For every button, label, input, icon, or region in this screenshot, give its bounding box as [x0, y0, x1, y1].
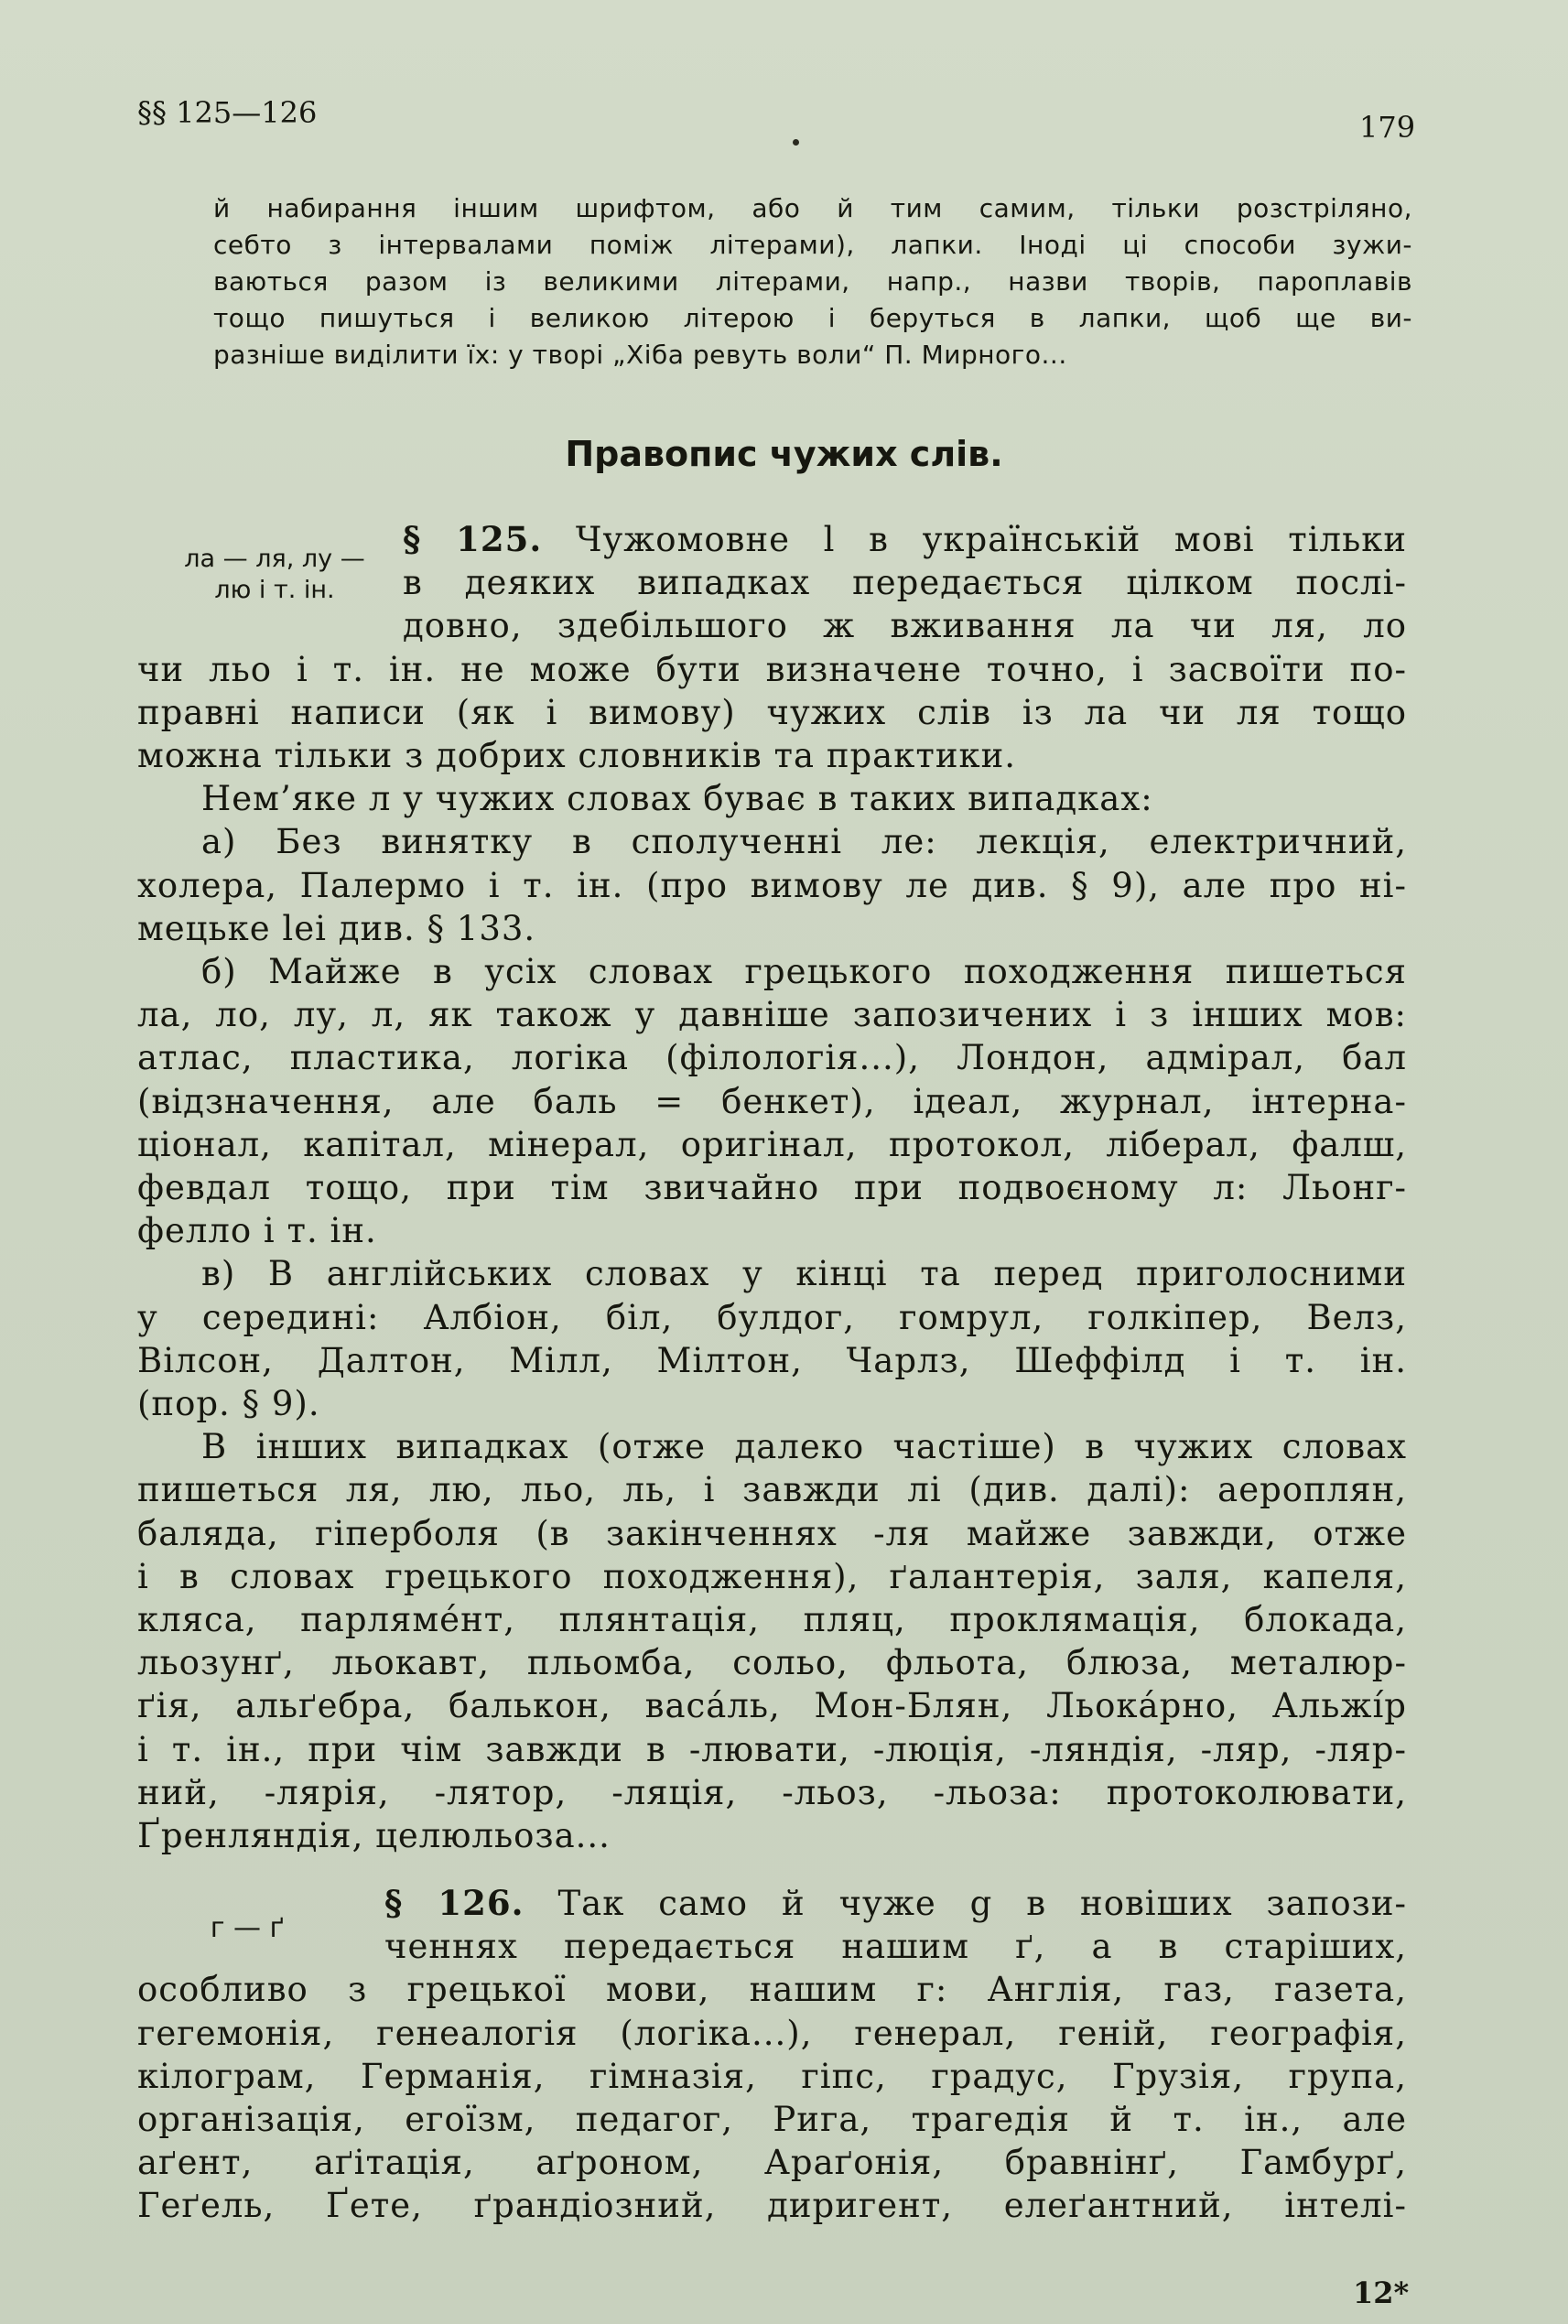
text-line: Нем’яке л у чужих словах буває в таких випадках: — [201, 779, 1153, 819]
ink-dot — [793, 139, 799, 146]
text-line — [403, 518, 1407, 561]
text-line: кілограм, Германія, гімназія, гіпс, градус, Грузія, група, — [137, 2056, 1407, 2096]
text-line: февдал тощо, при тім звичайно при подвоєному л: Льонг- — [137, 1168, 1407, 1208]
text-line: правні написи (як і вимову) чужих слів із ла чи ля тощо — [137, 692, 1407, 732]
text-line: ваються разом із великими літерами, напр., назви творів, пароплавів — [213, 266, 1412, 297]
text-line: а) Без винятку в сполученні ле: лекція, електричний, — [201, 822, 1407, 862]
text-line: ла, ло, лу, л, як також у давніше запозичених і з інших мов: — [137, 995, 1407, 1035]
intro-paragraph — [213, 190, 1412, 373]
section-title: Правопис чужих слів. — [565, 434, 1003, 474]
text-line: В інших випадках (отже далеко частіше) в чужих словах — [201, 1427, 1407, 1467]
text-line: і т. ін., при чім завжди в -лювати, -люція, -ляндія, -ляр, -ляр- — [137, 1729, 1407, 1769]
section-126 — [137, 1882, 1407, 2228]
text-line: в) В англійських словах у кінці та перед приголосними — [201, 1254, 1407, 1294]
running-header-sections: §§ 125—126 — [137, 95, 318, 130]
text-line: гегемонія, генеалогія (логіка...), генерал, геній, географія, — [137, 2013, 1407, 2053]
text-line: (відзначення, але баль = бенкет), ідеал, журнал, інтерна- — [137, 1081, 1407, 1121]
text-line: ціонал, капітал, мінерал, оригінал, протокол, ліберал, фалш, — [137, 1124, 1407, 1164]
text-line: ний, -лярія, -лятор, -ляція, -льоз, -льоза: протоколювати, — [137, 1772, 1407, 1812]
page-number: 179 — [1359, 110, 1416, 145]
text-line: аґент, аґітація, аґроном, Араґонія, бравнінґ, Гамбурґ, — [137, 2143, 1407, 2183]
text-line: довно, здебільшого ж вживання ла чи ля, ло — [403, 606, 1407, 646]
text-line: чи льо і т. ін. не може бути визначене точно, і засвоїти по- — [137, 649, 1407, 689]
text-line: особливо з грецької мови, нашим г: Англія, газ, газета, — [137, 1970, 1407, 2010]
text-line: б) Майже в усіх словах грецького походження пишеться — [201, 952, 1407, 992]
signature-mark: 12* — [1353, 2275, 1410, 2310]
text-line: пишеться ля, лю, льо, ль, і завжди лі (див. далі): аероплян, — [137, 1470, 1407, 1510]
line-text: Так само й чуже g в новіших запози- — [557, 1884, 1407, 1923]
text-line: мецьке lei див. § 133. — [137, 908, 536, 948]
text-line: організація, егоїзм, педагог, Рига, трагедія й т. ін., але — [137, 2100, 1407, 2140]
margin-note-126: г — ґ — [210, 1912, 285, 1944]
text-line: Ґренляндія, целюльоза... — [137, 1816, 611, 1856]
text-line: ченнях передається нашим ґ, а в старіших, — [384, 1927, 1407, 1967]
text-line: разніше виділити їх: у творі „Хіба ревуть воли“ П. Мирного... — [213, 340, 1067, 370]
text-line: й набирання іншим шрифтом, або й тим самим, тільки розстріляно, — [213, 193, 1412, 223]
text-line: себто з інтервалами поміж літерами), лапки. Іноді ці способи зужи- — [213, 230, 1412, 260]
text-line: Геґель, Ґете, ґрандіозний, диригент, елеґантний, інтелі- — [137, 2186, 1407, 2226]
section-125 — [137, 518, 1407, 1857]
text-line: кляса, парляме́нт, плянтація, пляц, проклямація, блокада, — [137, 1600, 1407, 1640]
text-line: можна тільки з добрих словників та практики. — [137, 736, 1017, 776]
text-line: тощо пишуться і великою літерою і беруться в лапки, щоб ще ви- — [213, 303, 1412, 333]
text-line: фелло і т. ін. — [137, 1211, 377, 1251]
text-line: баляда, гіперболя (в закінченнях -ля майже завжди, отже — [137, 1513, 1407, 1553]
text-line: атлас, пластика, логіка (філологія...), Лондон, адмірал, бал — [137, 1038, 1407, 1078]
text-line: льозунґ, льокавт, пльомба, сольо, фльота, блюза, металюр- — [137, 1643, 1407, 1683]
text-line: (пор. § 9). — [137, 1384, 320, 1424]
text-line: в деяких випадках передається цілком послі- — [403, 563, 1407, 603]
margin-note-line: ла — ля, лу — — [184, 545, 365, 573]
text-line — [384, 1882, 1407, 1925]
text-line: Вілсон, Далтон, Мілл, Мілтон, Чарлз, Шеффілд і т. ін. — [137, 1340, 1407, 1380]
margin-note-line: лю і т. ін. — [214, 576, 335, 604]
text-line: холера, Палермо і т. ін. (про вимову ле див. § 9), але про ні- — [137, 865, 1407, 905]
section-number: § 125. — [403, 519, 543, 559]
section-number: § 126. — [384, 1883, 524, 1923]
text-line: у середині: Албіон, біл, булдог, гомрул, голкіпер, Велз, — [137, 1297, 1407, 1337]
text-line: і в словах грецького походження), ґалантерія, заля, капеля, — [137, 1556, 1407, 1596]
text-line: ґія, альґебра, балькон, васа́ль, Мон-Блян, Льока́рно, Альжі́р — [137, 1686, 1407, 1726]
line-text: Чужомовне l в українській мові тільки — [575, 520, 1407, 559]
